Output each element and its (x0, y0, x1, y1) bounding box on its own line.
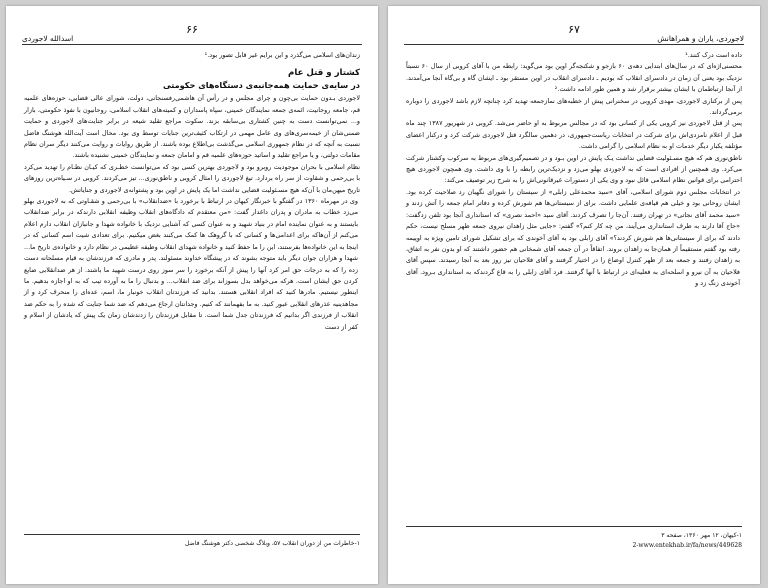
footnote (406, 526, 742, 551)
section-heading: کشتار و قتل عام (288, 68, 360, 79)
section-subheading: در سایه‌ی حمایت همه‌جانبه‌ی دستگاه‌های حکومتی (162, 80, 360, 91)
page-header (22, 22, 362, 45)
paragraph: پس از برکناری لاجوردی، مهدی کروبی در سخنرانی پیش از خطبه‌های نمازجمعه تهدید کرد چنانچه لازم باشد لاجوردی را دوباره برمی‌گرداند. (406, 96, 742, 117)
page-number: ۶۷ (568, 23, 580, 36)
footnote (24, 534, 360, 549)
paragraph: پس از قتل لاجوردی نیز کروبی یکی از کسانی بود که در مجالس مربوط به او حاضر می‌شد. کروبی در شهریور ۱۳۸۷ چند ماه قبل از اعلام نامزدی‌اش برای شرکت در انتخابات ریاست‌جمهوری، در دهمین سالگرد قتل لاجوردی شرکت کرد و درکنار اعضای مؤتلفه یکبار دیگر خدمات او به نظام اسلامی را گرامی داشت. (406, 119, 742, 151)
page-body (24, 50, 360, 333)
continued-line: زندان‌های اسلامی می‌گذرد و این برایم غیر قابل تصور بود.¹ (204, 51, 360, 59)
footnote-link[interactable]: 2-www.entekhab.ir/fa/news/449628 (632, 542, 742, 549)
running-header: لاجوردی، یاران و همراهانش (657, 34, 744, 43)
paragraph: وی در مهرماه ۱۳۶۰ در گفتگو با خبرنگار کیهان در ارتباط با برخورد با «ضدانقلاب» با بی‌رحمی و شقـاوتی که به لاجوردی بهلو می‌زد خطاب به مادران و پدران داغدار گفت: «من معتقدم که دادگاه‌های انقلاب وظیفه انقلابی دارندکه در برابر ضدانقلاب بایستند و به عنوان نماینده امام در بنیاد شهید و به عنوان کسی که آشنایی نزدیک با خانواده شهدا و جانبازان انقلاب دارم اعلام می‌کنم از آن‌هاکه برای اعدامی‌ها و کسانی که با گروهک ها کمک می‌کنند بغض میکنیم. برای تعدادی شیت اسم کسانی که در اینجا به این خانواده‌ها بفرستند، این را ما حفظ کنید و خانواده شهدای انقلاب وظیفه عظیمی در نظام دارد و خانواده‌ی تاریخ ما... شهدا و هزاران جوان دیگر باید متوجه بشوند که در پیشگاه خداوند مسئولند. پدر و مادری که فرزندشان به قیام مسلحانه دست زده را که به درجات حق امر کرد آنها را پیش از آنکه برخورد را سر سوز روی درست شهید ما باشند. از هر ضدانقلابی ضایع کردن حق ایشان است. هرکه می‌خواهد بدل بسوزاند برای ضد انقلاب... و بدنبال را ما به آورده تیب که به او اجازه بدهیم. ما اینطور نیستیم. مادرها کنید که افراد انقلابی هستند. بدانید که فرزندتان انقلاب خونبار ما، اسم، عده‌ای را منحرف کرد و از مجاهدینیه عذرهای انقلابی عبور کنید. به ما بفهمانند که کنیم. وجدانتان ارجاع می‌دهم که ضد شما جنایت که شده را به حکم ضد انقلاب از فرزندی اگر بدانیم که فرزندتان جدل شما است. تا مقابل فرزندتان را زدندشان زمان یک پیش که یادشان از اسلام و کفر از دست (24, 197, 358, 331)
left-page (6, 6, 378, 584)
footnote-text: ۱-کیهان، ۱۲ مهر ۱۳۶۰، صفحه ۳ (661, 532, 742, 539)
paragraph: داده است درک کنند.¹ (685, 51, 742, 59)
paragraph: نظام اسلامی با بحران موجودیت روبرو بود و لاجوردی بهترین کسی بود که می‌توانست خطـری که کیـان نظـام را تهدید می‌کرد با بی‌رحمی و شقاوت از سر راه بردارد. تیغ لاجوردی را امثال کروبی و ناطق‌نوری... تیز می‌کردند. کروبی در سـیاه‌ترین روزهای تاریخ میهن‌مان با آن‌که هیچ مسـئولیت قضایی نداشت اما یک پایش در اوین بود و پشتوانه‌ی لاجوردی و جنایاتش. (24, 162, 360, 194)
page-body (406, 50, 742, 290)
paragraph: محسنی‌اژه‌ای که در سال‌های ابتدایی دهه‌ی ۶۰ بازجو و شکنجه‌گر اوین بود می‌گوید: رابطه من با آقای کروبی از سال ۶۰ نسبتاً نزدیک بود یعنی آن زمان در دادسرای انقلاب که بودیم ـ دادسرای انقلاب در اوین مستقر بود ـ ایشان گاه و بی‌گاه آنجا می‌آمدند. از آنجا ارتباطمان با ایشان بیشتر برقرار شد و همین طور ادامه داشت.² (406, 62, 742, 94)
footnote-text: ۱-خاطرات من از دوران انقلاب ۵۷، وبلاگ شخصی دکتر هوشنگ فاضل (184, 540, 360, 547)
page-number: ۶۶ (186, 23, 198, 36)
running-header: اسدالله لاجوردی (22, 34, 74, 43)
paragraph: ناطق‌نوری هم که هیچ مسـئولیت قضایی نداشت یـک پایش در اوین بـود و در تصمیم‌گیری‌های مربوط به سرکوب وکشتار شرکت می‌کرد. وی همچنین از افرادی است که به لاجوردی بهلو می‌زد و نزدیک‌ترین رابطه را با وی داشت. وی همچون لاجوردی هیچ احترامی برای قوانین نظام اسلامی قائل نبود و وی یکی از دستورات غیرقانونی‌اش را به شرح زیر توصیف می‌کند: (406, 153, 742, 185)
paragraph: لاجوردی بـدون حمایت بی‌چون و چرای مجلس و در رأس آن هاشمی‌رفسنجانی، دولت، شورای عالی قضایی، حوزه‌های علمیه قم، جامعه روحانیت، ائمه‌ی جمعه نمایندگان خمینی، سپاه پاسداران و کمیته‌های انقلاب اسلامی، روحانیون با نفوذ حکومتی، بازار و... نمی‌توانست دست به چنین کشتاری بی‌سابقه بزند. سکوت مراجع تقلید شیعه در برابر جنایت‌های لاجوردی و حمایت ضمنی‌شان از خیمه‌سری‌های وی عامل مهمی در ارتکاب کثیف‌ترین جنایات توسط وی بود. محال است آیت‌الله هوشنگ فاضل نسبت به آنچه که در نظام جمهوری اسلامی می‌گذشت بی‌اطلاع بوده باشند. از طریق روایات و روایت می‌کنند دیگر سران نظام مقامات دولتی، و یا مراجع تقلید و اساتید حوزه‌های علمیه قم و امامان جمعه و نمایندگان خمینی نشنیده باشند. (24, 94, 360, 160)
page-header (404, 22, 744, 45)
paragraph: در انتخابات مجلس دوم شورای اسلامی، آقای «سید محمدعلی زابلی» از سیستان را شورای نگهبان رد صلاحیت کرده بود. ایشان روحانی بود و خیلی هم قیافه‌ی علمایی داشت. برای از سیستانی‌ها هم شورش کرده و دفاتر امام جمعه را آتش زدند و «سید محمد آقای نجاتی» در تهران رفتند. آن‌جا را تصرف کردند. آقای سید «احمد نصری» که استانداری آنجا بود تلفن زدگفت: «حاج آقا دارند به طرف استانداری می‌آیند، من چه کار کنم؟» گفتم: «جایی مثل زاهدان نیروی جمعه ظهر مسلح نیست، حکم دادند که برای از سیستانی‌ها هم شورش کردند؟» آقای زابلی بود به آقای آخوندی که برای تشکیل شورای تامین ویژه به اوپیمه رفته بود گفتم مستقیماً از همان‌جا به زاهدان بروند. اتفاقاً در آن جمعه آقای شمخانی هم حضور داشتند که او بدون نفر به اتفاق، به زاهدان رفتند و جمعه بعد از ظهر کنترل اوضاع را در اختیار گرفتند و آقای فلاحیان نیز روز بعد به آنجا رسیدند. سپس آقای فلاحیان به آن نیرو و اسلحه‌ای به فعلیه‌ای در ارتباط با آنها گرفتند. فرد آقای زابلی را به قاع گردندکه به استانداری بـرود. آقای آخوندی زنگ زد و (406, 187, 740, 288)
right-page (388, 6, 760, 584)
